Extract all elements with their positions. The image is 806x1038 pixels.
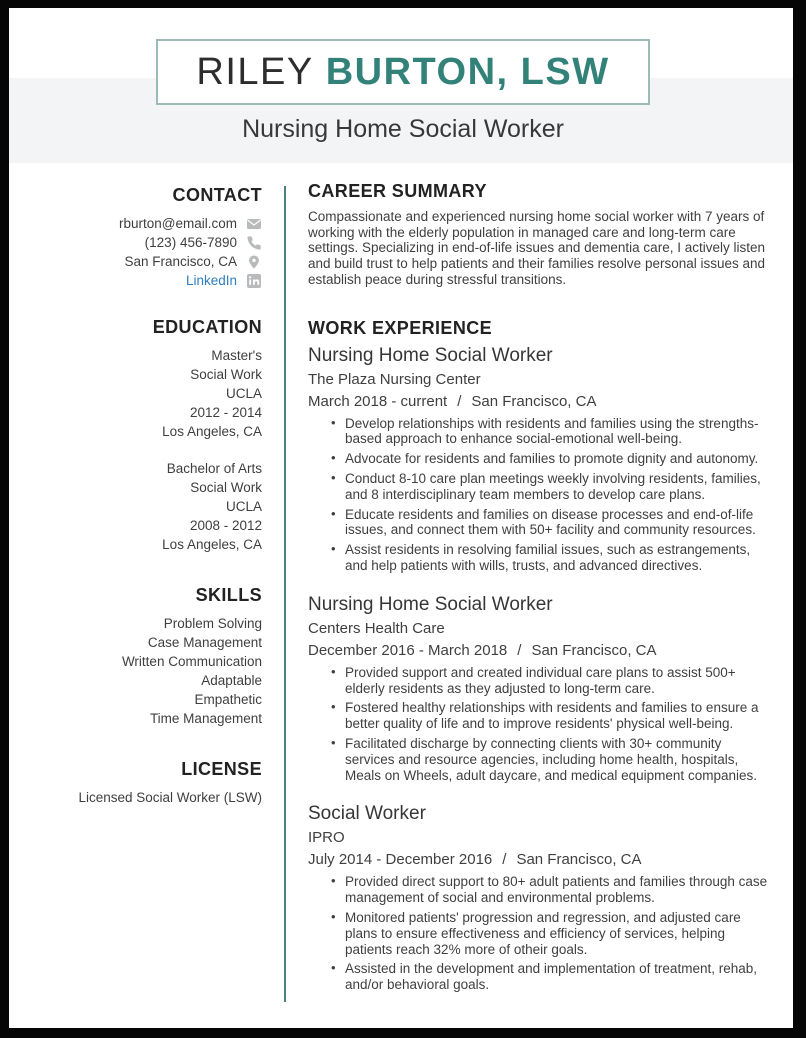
job-title: Nursing Home Social Worker — [308, 344, 553, 366]
job-entry — [308, 344, 770, 574]
education-years: 2012 - 2014 — [189, 405, 262, 420]
contact-location-row — [18, 252, 262, 271]
job-bullet: • Educate residents and families on disease processes and end-of-life issues, and connect them with 50+ facility and community resources. — [345, 507, 770, 539]
skill-item: Case Management — [147, 635, 262, 650]
job-dateline — [308, 642, 770, 660]
job-title: Nursing Home Social Worker — [308, 593, 553, 615]
page-border-bottom — [0, 1028, 806, 1038]
career-summary-section — [308, 181, 770, 288]
main-column — [308, 181, 770, 997]
job-company: The Plaza Nursing Center — [308, 370, 481, 388]
job-bullet: • Provided direct support to 80+ adult patients and families through case management of social and environmental problems. — [345, 874, 770, 906]
job-dateline — [308, 851, 770, 869]
column-divider — [284, 186, 286, 1002]
email-icon — [246, 216, 262, 232]
job-bullet: • Assisted in the development and implementation of treatment, rehab, and/or behavioral goals. — [345, 961, 770, 993]
linkedin-icon — [246, 273, 262, 289]
job-location: San Francisco, CA — [471, 392, 597, 410]
job-company: IPRO — [308, 829, 345, 847]
name-last: BURTON, LSW — [325, 50, 610, 93]
contact-heading: CONTACT — [172, 185, 262, 205]
contact-phone: (123) 456-7890 — [144, 235, 237, 250]
education-location: Los Angeles, CA — [162, 424, 262, 439]
job-bullet: • Assist residents in resolving familial issues, such as estrangements, and help patients with wills, trusts, and advanced directives. — [345, 542, 770, 574]
job-title: Social Worker — [308, 803, 426, 825]
contact-email-row — [18, 214, 262, 233]
date-location-separator: / — [502, 851, 507, 869]
education-heading: EDUCATION — [152, 317, 262, 337]
job-bullet: • Develop relationships with residents and families using the strengths-based approach to enhance social-emotional well-being. — [345, 416, 770, 448]
job-dates: July 2014 - December 2016 — [308, 851, 493, 869]
skill-item: Problem Solving — [163, 616, 262, 631]
job-entry — [308, 802, 770, 993]
page-border-left — [0, 0, 9, 1038]
job-bullet-list — [308, 874, 770, 993]
job-location: San Francisco, CA — [531, 641, 657, 659]
date-location-separator: / — [517, 641, 522, 659]
sidebar — [18, 185, 262, 807]
contact-linkedin-row — [18, 271, 262, 290]
job-bullet: • Provided support and created individual care plans to assist 500+ elderly residents as they adjusted to long-term care. — [345, 665, 770, 697]
job-bullet-list — [308, 416, 770, 574]
page-border-top — [0, 0, 806, 8]
career-summary-heading: CAREER SUMMARY — [308, 181, 487, 201]
skill-item: Empathetic — [194, 692, 262, 707]
job-bullet: • Fostered healthy relationships with residents and families to ensure a better quality of life and to improve residents' physical well-being. — [345, 700, 770, 732]
job-bullet: • Advocate for residents and families to promote dignity and autonomy. — [345, 451, 770, 467]
date-location-separator: / — [457, 392, 462, 410]
education-school: UCLA — [225, 386, 262, 401]
phone-icon — [246, 235, 262, 251]
job-bullet: • Conduct 8-10 care plan meetings weekly involving residents, families, and 8 interdisciplinary team members to develop care plans. — [345, 471, 770, 503]
education-school: UCLA — [225, 499, 262, 514]
name-first: RILEY — [196, 50, 314, 93]
education-field: Social Work — [190, 480, 262, 495]
education-degree: Master's — [211, 348, 262, 363]
job-entry — [308, 593, 770, 784]
education-field: Social Work — [190, 367, 262, 382]
job-bullet: • Monitored patients' progression and regression, and adjusted care plans to ensure effectiveness and efficiency of services, helping patients reach 32% more of otheir goals. — [345, 910, 770, 957]
job-dates: December 2016 - March 2018 — [308, 641, 508, 659]
job-dates: March 2018 - current — [308, 392, 448, 410]
license-heading: LICENSE — [181, 759, 262, 779]
work-experience-section — [308, 317, 770, 993]
contact-phone-row — [18, 233, 262, 252]
work-experience-heading: WORK EXPERIENCE — [308, 317, 493, 338]
location-pin-icon — [246, 254, 262, 270]
skill-item: Written Communication — [121, 654, 262, 669]
contact-location: San Francisco, CA — [124, 254, 237, 269]
skills-heading: SKILLS — [195, 585, 262, 605]
job-dateline — [308, 393, 770, 411]
education-entry — [18, 346, 262, 441]
skills-list — [18, 614, 262, 728]
education-years: 2008 - 2012 — [189, 518, 262, 533]
skill-item: Time Management — [149, 711, 262, 726]
career-summary-text: Compassionate and experienced nursing home social worker with 7 years of working with the elderly population in managed care and long-term care settings. Specializing in end-of-life issues and dementia care, I actively listen and build trust to help patients and their families resolve personal issues and establish peace during stressful transitions. — [308, 208, 766, 287]
education-degree: Bachelor of Arts — [166, 461, 262, 476]
skill-item: Adaptable — [201, 673, 262, 688]
job-location: San Francisco, CA — [516, 851, 642, 869]
linkedin-link[interactable]: LinkedIn — [185, 273, 237, 288]
page-border-right — [793, 0, 806, 1038]
license-text: Licensed Social Worker (LSW) — [78, 790, 262, 805]
education-entry — [18, 459, 262, 554]
contact-email: rburton@email.com — [119, 216, 237, 231]
name-box — [156, 39, 650, 105]
job-bullet-list — [308, 665, 770, 784]
education-location: Los Angeles, CA — [162, 537, 262, 552]
job-bullet: • Facilitated discharge by connecting clients with 30+ community services and resource agencies, including home health, hospitals, Meals on Wheels, adult daycare, and medical equipment companies. — [345, 736, 770, 783]
job-company: Centers Health Care — [308, 619, 445, 637]
resume-subtitle: Nursing Home Social Worker — [242, 115, 564, 143]
